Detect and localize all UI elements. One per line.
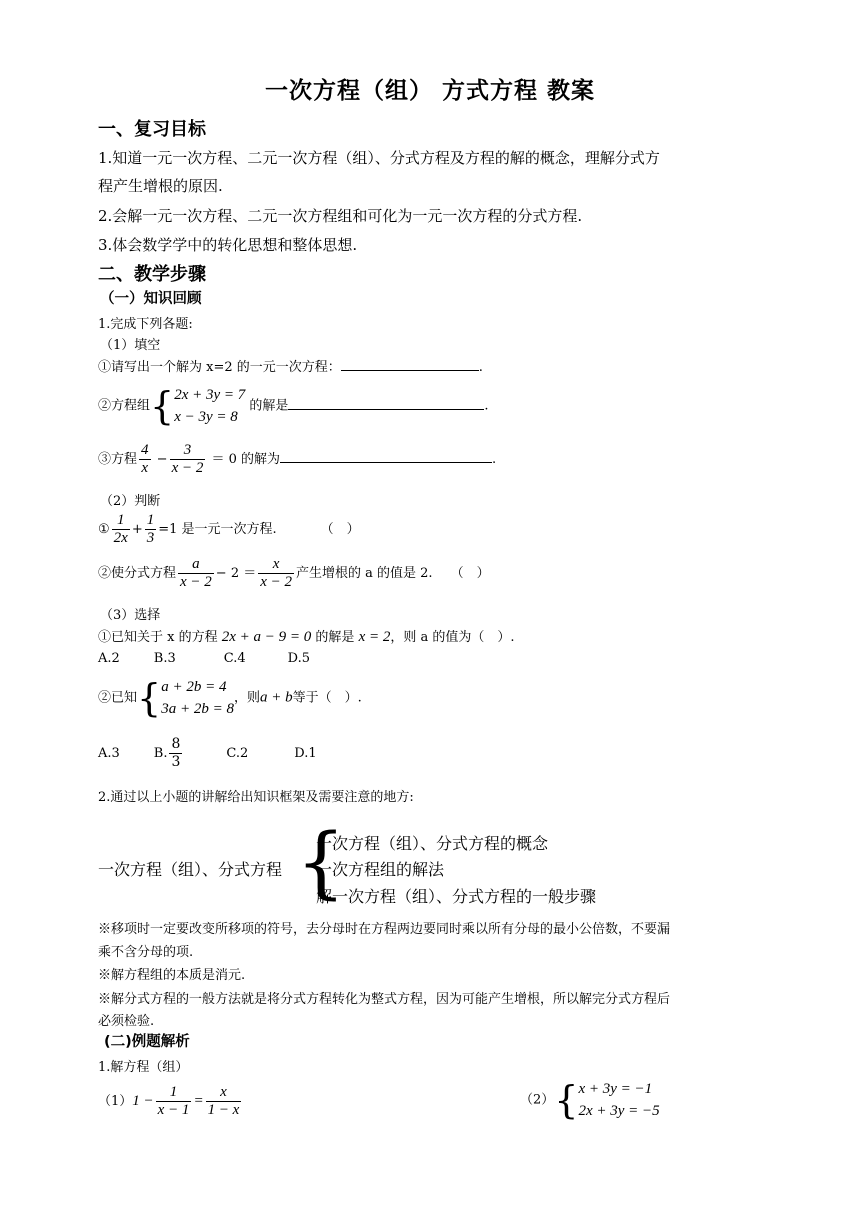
framework-branch-3: 解一次方程（组）、分式方程的一般步骤 [316,887,597,906]
fill-q1: ①请写出一个解为 x=2 的一元一次方程： . [98,356,483,375]
note-2: ※解方程组的本质是消元. [98,968,246,983]
option: B.3 [153,651,176,666]
section-heading-steps: 二、教学步骤 [98,264,206,285]
goal-1-line-1: 1.知道一元一次方程、二元一次方程（组）、分式方程及方程的解的概念，理解分式方 [98,149,660,167]
example-1: （1）1 − $\frac{1}{x - 1}$ = $\frac{x}{1 - x}$ [98,1084,240,1118]
judge-q1: ① $\frac{1}{2x}$ + $\frac{1}{3}$ =1 是一元一次方程. （ ） [98,512,360,546]
eq-system-line-1: 2x + 3y = 7 [174,387,246,403]
framework-branch-2: 一次方程组的解法 [316,860,445,879]
goal-3: 3.体会数学学中的转化思想和整体思想. [98,236,358,254]
choice-q2: ②已知{ a + 2b = 4 3a + 2b = 8 ，则a + b等于（ ）. [98,676,362,720]
framework-intro: 2.通过以上小题的讲解给出知识框架及需要注意的地方: [98,790,414,805]
subsection-examples: (二)例题解析 [104,1034,190,1050]
framework-branch-1: 一次方程（组）、分式方程的概念 [316,834,549,853]
note-1-line-1: ※移项时一定要改变所移项的符号，去分母时在方程两边要同时乘以所有分母的最小公倍数，不要漏 [98,922,671,937]
example-2: （2）{ x + 3y = −1 2x + 3y = −5 [520,1078,660,1122]
framework-root: 一次方程（组）、分式方程 [98,860,283,879]
option: D.5 [287,651,311,666]
page-title: 一次方程（组） 方式方程 教案 [264,78,595,104]
fill-label: （1）填空 [100,338,161,353]
framework-brace: { [296,818,346,908]
note-3-line-1: ※解分式方程的一般方法就是将分式方程转化为整式方程，因为可能产生增根，所以解完分式方程后 [98,992,671,1007]
goal-1-line-2: 程产生增根的原因. [98,177,223,195]
eq-system-line-2: x − 3y = 8 [174,409,238,425]
note-3-line-2: 必须检验. [98,1014,155,1029]
judge-label: （2）判断 [100,494,161,509]
subsection-review: （一）知识回顾 [100,291,202,307]
choice-q1-options [98,651,310,666]
item-1: 1.完成下列各题: [98,317,193,332]
examples-item-1: 1.解方程（组） [98,1060,189,1075]
choice-label: （3）选择 [100,608,161,623]
section-heading-goals: 一、复习目标 [98,119,206,140]
fill-q3: ③方程 $\frac{4}{x}$ − $\frac{3}{x - 2}$ ＝ 0 的解为 . [98,442,497,476]
option: A.2 [98,651,120,666]
note-1-line-2: 乘不含分母的项. [98,945,194,960]
fill-q2: ②方程组{ 2x + 3y = 7 x − 3y = 8 的解是 . [98,384,489,428]
choice-q2-options: A.3 B. $\frac{8}{3}$ C.2 D.1 [98,736,317,770]
judge-q2: ②使分式方程 $\frac{a}{x - 2}$ − 2 ＝ $\frac{x}{x - 2}$ 产生增根的 a 的值是 2. （ ） [98,556,490,590]
choice-q1: ①已知关于 x 的方程 2x + a − 9 = 0 的解是 x = 2，则 a 的值为（ ）. [98,629,515,645]
goal-2: 2.会解一元一次方程、二元一次方程组和可化为一元一次方程的分式方程. [98,207,583,225]
option: C.4 [223,651,246,666]
